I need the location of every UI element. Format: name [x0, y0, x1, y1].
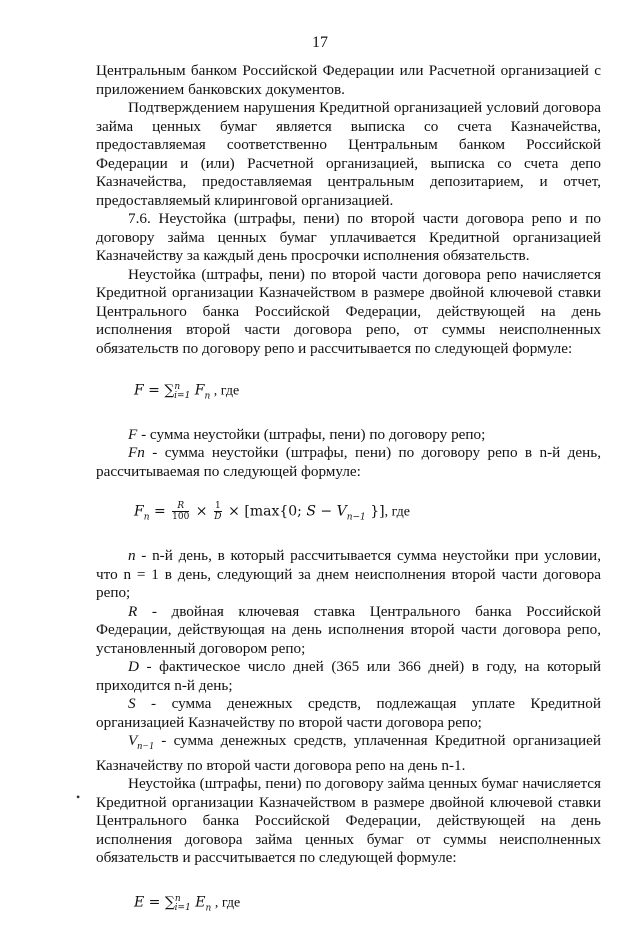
- formula-sub: n: [205, 903, 212, 914]
- formula-symbol: F: [134, 382, 144, 399]
- formula-sup: n: [174, 893, 181, 904]
- formula-total-penalty-repo: [134, 378, 601, 406]
- paragraph: 7.6. Неустойка (штрафы, пени) по второй части договора репо и по договору займа ценных бумаг уплачивается Кредитной организацией Казначейству за каждый день просрочки исполнения обязательств.: [96, 210, 601, 264]
- fraction-numerator: 1: [214, 501, 221, 512]
- formula-operator: ×: [191, 503, 212, 520]
- formula-operator: ×: [223, 503, 245, 520]
- formula-symbol: E: [134, 894, 145, 911]
- formula-total-penalty-loan: [134, 890, 601, 918]
- paragraph: Подтверждением нарушения Кредитной организацией условий договора займа ценных бумаг является выписка со счета Казначейства, предоставляемая соответственно Центральным банком Российской Федерации и (или) Расчетной организацией, выписка со счета депо Казначейства, предоставляемая центральным депозитарием, и отчет, предоставляемый клиринговой организацией.: [96, 99, 601, 209]
- formula-symbol: F: [194, 382, 205, 399]
- definition-text: - сумма денежных средств, уплаченная Кредитной организацией Казначейству по второй части договора репо на день n-1.: [96, 732, 601, 774]
- symbol: S: [128, 695, 136, 713]
- symbol: n: [128, 547, 136, 565]
- definition-v: [96, 732, 601, 775]
- formula-sum-sign: ∑: [164, 894, 175, 911]
- formula-sub: i=1: [174, 391, 191, 402]
- definition-text: - сумма неустойки (штрафы, пени) по договору репо в n-й день, рассчитываемая по следующей формуле:: [96, 444, 601, 480]
- formula-symbol: V: [336, 503, 347, 520]
- definition-n: [96, 547, 601, 603]
- formula-sub: i=1: [174, 903, 191, 914]
- formula-tail: , где: [211, 895, 241, 911]
- symbol: R: [128, 602, 138, 620]
- definition-text: - двойная ключевая ставка Центрального банка Российской Федерации, действующая на день исполнения второй части договора репо, установленный договором репо;: [96, 602, 601, 657]
- formula-symbol: S: [306, 503, 316, 520]
- symbol: F: [128, 425, 138, 443]
- definition-text: - сумма неустойки (штрафы, пени) по договору репо;: [137, 425, 486, 443]
- formula-sum-sign: ∑: [164, 382, 175, 399]
- definition-d: [96, 658, 601, 695]
- formula-body: }]: [365, 503, 385, 520]
- fraction-denominator: 100: [172, 512, 190, 523]
- symbol: D: [128, 658, 139, 676]
- formula-operator: −: [315, 503, 337, 520]
- formula-operator: =: [149, 503, 171, 520]
- definition-text: - фактическое число дней (365 или 366 дней) в году, на который приходится n-й день;: [96, 658, 601, 694]
- symbol-sub: n−1: [137, 741, 155, 753]
- formula-sub: n: [143, 512, 150, 523]
- formula-body: [max{0;: [244, 503, 307, 520]
- symbol: Fn: [128, 444, 145, 462]
- formula-tail: , где: [384, 504, 410, 520]
- formula-tail: , где: [210, 383, 240, 399]
- formula-sup: n: [174, 382, 181, 392]
- formula-sub: n: [204, 391, 211, 402]
- formula-fraction: [172, 501, 189, 522]
- fraction-denominator: D: [214, 512, 222, 523]
- symbol: V: [128, 732, 138, 750]
- formula-operator: =: [143, 382, 165, 399]
- document-body: [96, 62, 601, 938]
- definition-text: - n-й день, в который рассчитывается сумма неустойки при условии, что n = 1 в день, следующий за днем неисполнения второй части договора репо;: [96, 547, 601, 602]
- fraction-numerator: R: [172, 501, 189, 512]
- formula-symbol: E: [195, 894, 206, 911]
- definition-s: [96, 695, 601, 732]
- definition-text: - сумма денежных средств, подлежащая уплате Кредитной организацией Казначейству по второй части договора репо;: [96, 695, 601, 731]
- definition-f: [96, 426, 601, 445]
- formula-operator: =: [144, 894, 165, 911]
- paragraph: Неустойка (штрафы, пени) по второй части договора репо начисляется Кредитной организации Казначейством в размере двойной ключевой ставки Центрального банка Российской Федерации, действующей на день исполнения второй части договора репо, от суммы неисполненных обязательств по договору репо и рассчитывается по следующей формуле:: [96, 265, 601, 357]
- definition-r: [96, 603, 601, 659]
- paragraph: Неустойка (штрафы, пени) по договору займа ценных бумаг начисляется Кредитной организации Казначейством в размере двойной ключевой ставки Центрального банка Российской Федерации, действующей на день исполнения договора займа ценных бумаг от суммы неисполненных обязательств и рассчитывается по следующей формуле:: [96, 775, 601, 867]
- formula-fraction: [214, 501, 222, 522]
- page-number: 17: [312, 34, 328, 51]
- formula-sub: n−1: [346, 512, 366, 523]
- formula-daily-penalty-repo: [134, 501, 601, 527]
- formula-symbol: F: [134, 503, 144, 520]
- margin-mark: •: [76, 790, 81, 804]
- paragraph: Центральным банком Российской Федерации или Расчетной организацией с приложением банковских документов.: [96, 62, 601, 98]
- definition-fn: [96, 444, 601, 481]
